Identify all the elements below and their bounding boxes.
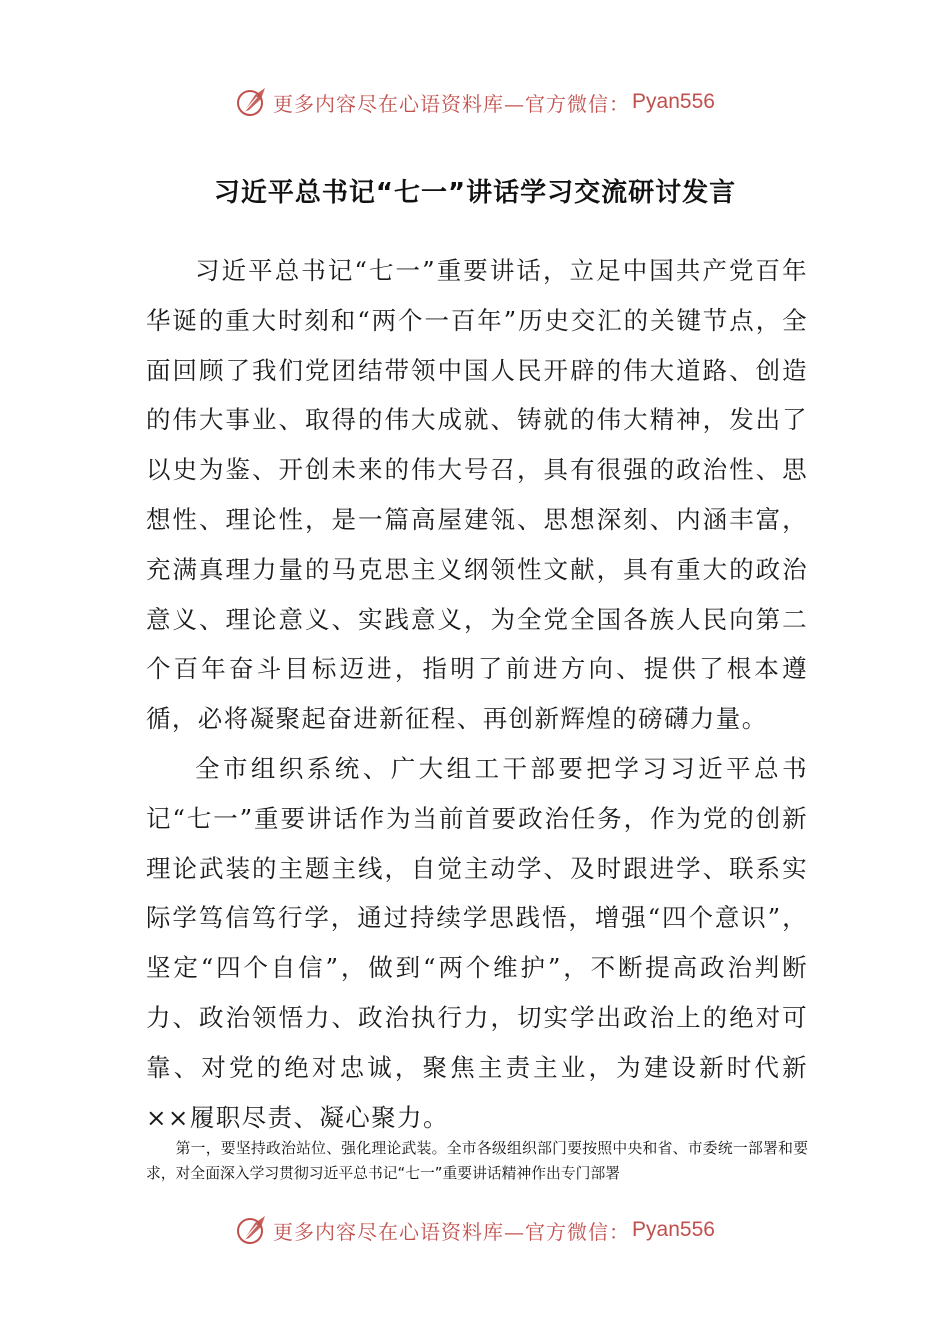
body-paragraph-1: 习近平总书记“七一”重要讲话，立足中国共产党百年华诞的重大时刻和“两个一百年”历史交汇的关键节点，全面回顾了我们党团结带领中国人民开辟的伟大道路、创造的伟大事业、取得的伟大成就、铸就的伟大精神，发出了以史为鉴、开创未来的伟大号召，具有很强的政治性、思想性、理论性，是一篇高屋建瓴、思想深刻、内涵丰富，充满真理力量的马克思主义纲领性文献，具有重大的政治意义、理论意义、实践意义，为全党全国各族人民向第二个百年奋斗目标迈进，指明了前进方向、提供了根本遵循，必将凝聚起奋进新征程、再创新辉煌的磅礴力量。 — [146, 256, 808, 734]
body-paragraph-2: 全市组织系统、广大组工干部要把学习习近平总书记“七一”重要讲话作为当前首要政治任务，作为党的创新理论武装的主题主线，自觉主动学、及时跟进学、联系实际学笃信笃行学，通过持续学思践悟，增强“四个意识”，坚定“四个自信”，做到“两个维护”，不断提高政治判断力、政治领悟力、政治执行力，切实学出政治上的绝对可靠、对党的绝对忠诚，聚焦主责主业，为建设新时代新××履职尽责、凝心聚力。 — [146, 753, 808, 1132]
body-paragraph-small: 第一，要坚持政治站位、强化理论武装。全市各级组织部门要按照中央和省、市委统一部署和要求，对全面深入学习贯彻习近平总书记“七一”重要讲话精神作出专门部署 — [146, 1140, 808, 1182]
banner-account: Pyan556 — [632, 90, 715, 113]
document-body — [146, 246, 808, 1142]
document-title: 习近平总书记“七一”讲话学习交流研讨发言 — [213, 178, 737, 208]
quill-pen-logo-icon — [235, 1213, 269, 1247]
banner-account: Pyan556 — [632, 1218, 715, 1241]
header-banner — [0, 82, 950, 122]
banner-slogan: 更多内容尽在心语资料库—官方微信： — [273, 91, 631, 116]
quill-pen-logo-icon — [235, 85, 269, 119]
footer-banner — [0, 1210, 950, 1250]
banner-slogan: 更多内容尽在心语资料库—官方微信： — [273, 1219, 631, 1244]
